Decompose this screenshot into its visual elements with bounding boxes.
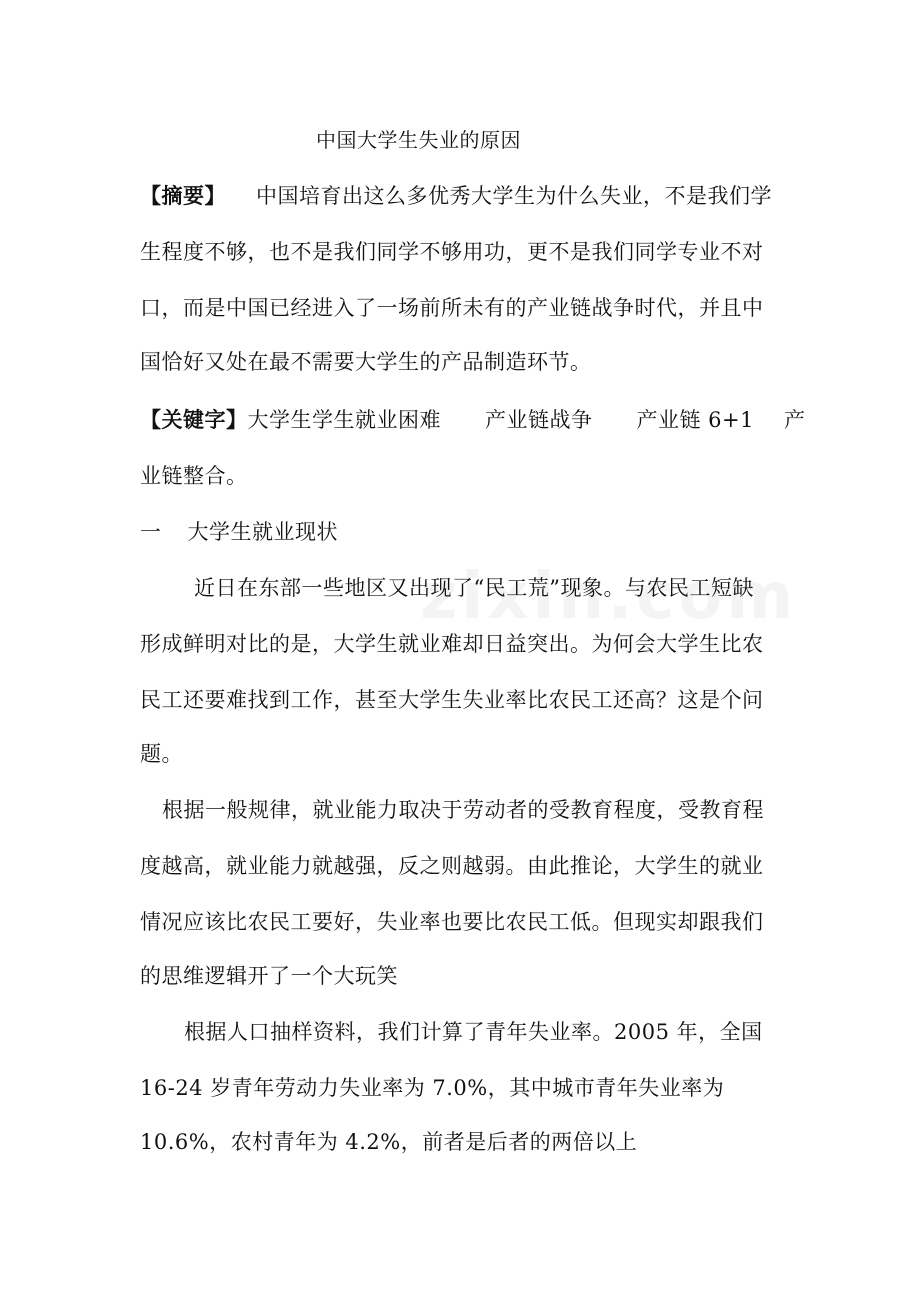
para1-line-4: 题。 (140, 742, 183, 766)
keywords-label: 【关键字】 (140, 407, 248, 432)
section-title: 大学生就业现状 (187, 520, 338, 544)
document-title: 中国大学生失业的原因 (316, 128, 521, 152)
para2-line-1: 根据一般规律，就业能力取决于劳动者的受教育程度，受教育程 (162, 798, 764, 822)
abstract-text-1: 中国培育出这么多优秀大学生为什么失业，不是我们学 (256, 184, 772, 208)
section-heading-1 (140, 518, 338, 546)
abstract-line-1 (140, 182, 772, 210)
para3-line-1: 根据人口抽样资料，我们计算了青年失业率。2005 年，全国 (184, 1020, 763, 1044)
keywords-line-2: 业链整合。 (140, 464, 248, 488)
para1-line-2: 形成鲜明对比的是，大学生就业难却日益突出。为何会大学生比农 (140, 632, 764, 656)
para2-line-4: 的思维逻辑开了一个大玩笑 (140, 964, 398, 988)
keyword-2: 产业链战争 (485, 408, 593, 432)
abstract-line-2: 生程度不够，也不是我们同学不够用功，更不是我们同学专业不对 (140, 240, 764, 264)
keyword-1: 大学生学生就业困难 (247, 408, 441, 432)
para2-line-3: 情况应该比农民工要好，失业率也要比农民工低。但现实却跟我们 (140, 910, 764, 934)
section-number: 一 (140, 520, 162, 544)
para3-line-2: 16-24 岁青年劳动力失业率为 7.0%，其中城市青年失业率为 (140, 1076, 725, 1100)
keywords-line-1 (140, 406, 806, 434)
keyword-3: 产业链 6+1 (636, 408, 754, 432)
abstract-label: 【摘要】 (140, 183, 226, 208)
para2-line-2: 度越高，就业能力就越强，反之则越弱。由此推论，大学生的就业 (140, 854, 764, 878)
abstract-line-4: 国恰好又处在最不需要大学生的产品制造环节。 (140, 350, 592, 374)
para1-line-1: 近日在东部一些地区又出现了“民工荒”现象。与农民工短缺 (194, 576, 754, 600)
keyword-4-start: 产 (784, 408, 806, 432)
para1-line-3: 民工还要难找到工作，甚至大学生失业率比农民工还高？这是个问 (140, 688, 764, 712)
abstract-line-3: 口，而是中国已经进入了一场前所未有的产业链战争时代，并且中 (140, 296, 764, 320)
para3-line-3: 10.6%，农村青年为 4.2%，前者是后者的两倍以上 (140, 1130, 638, 1154)
